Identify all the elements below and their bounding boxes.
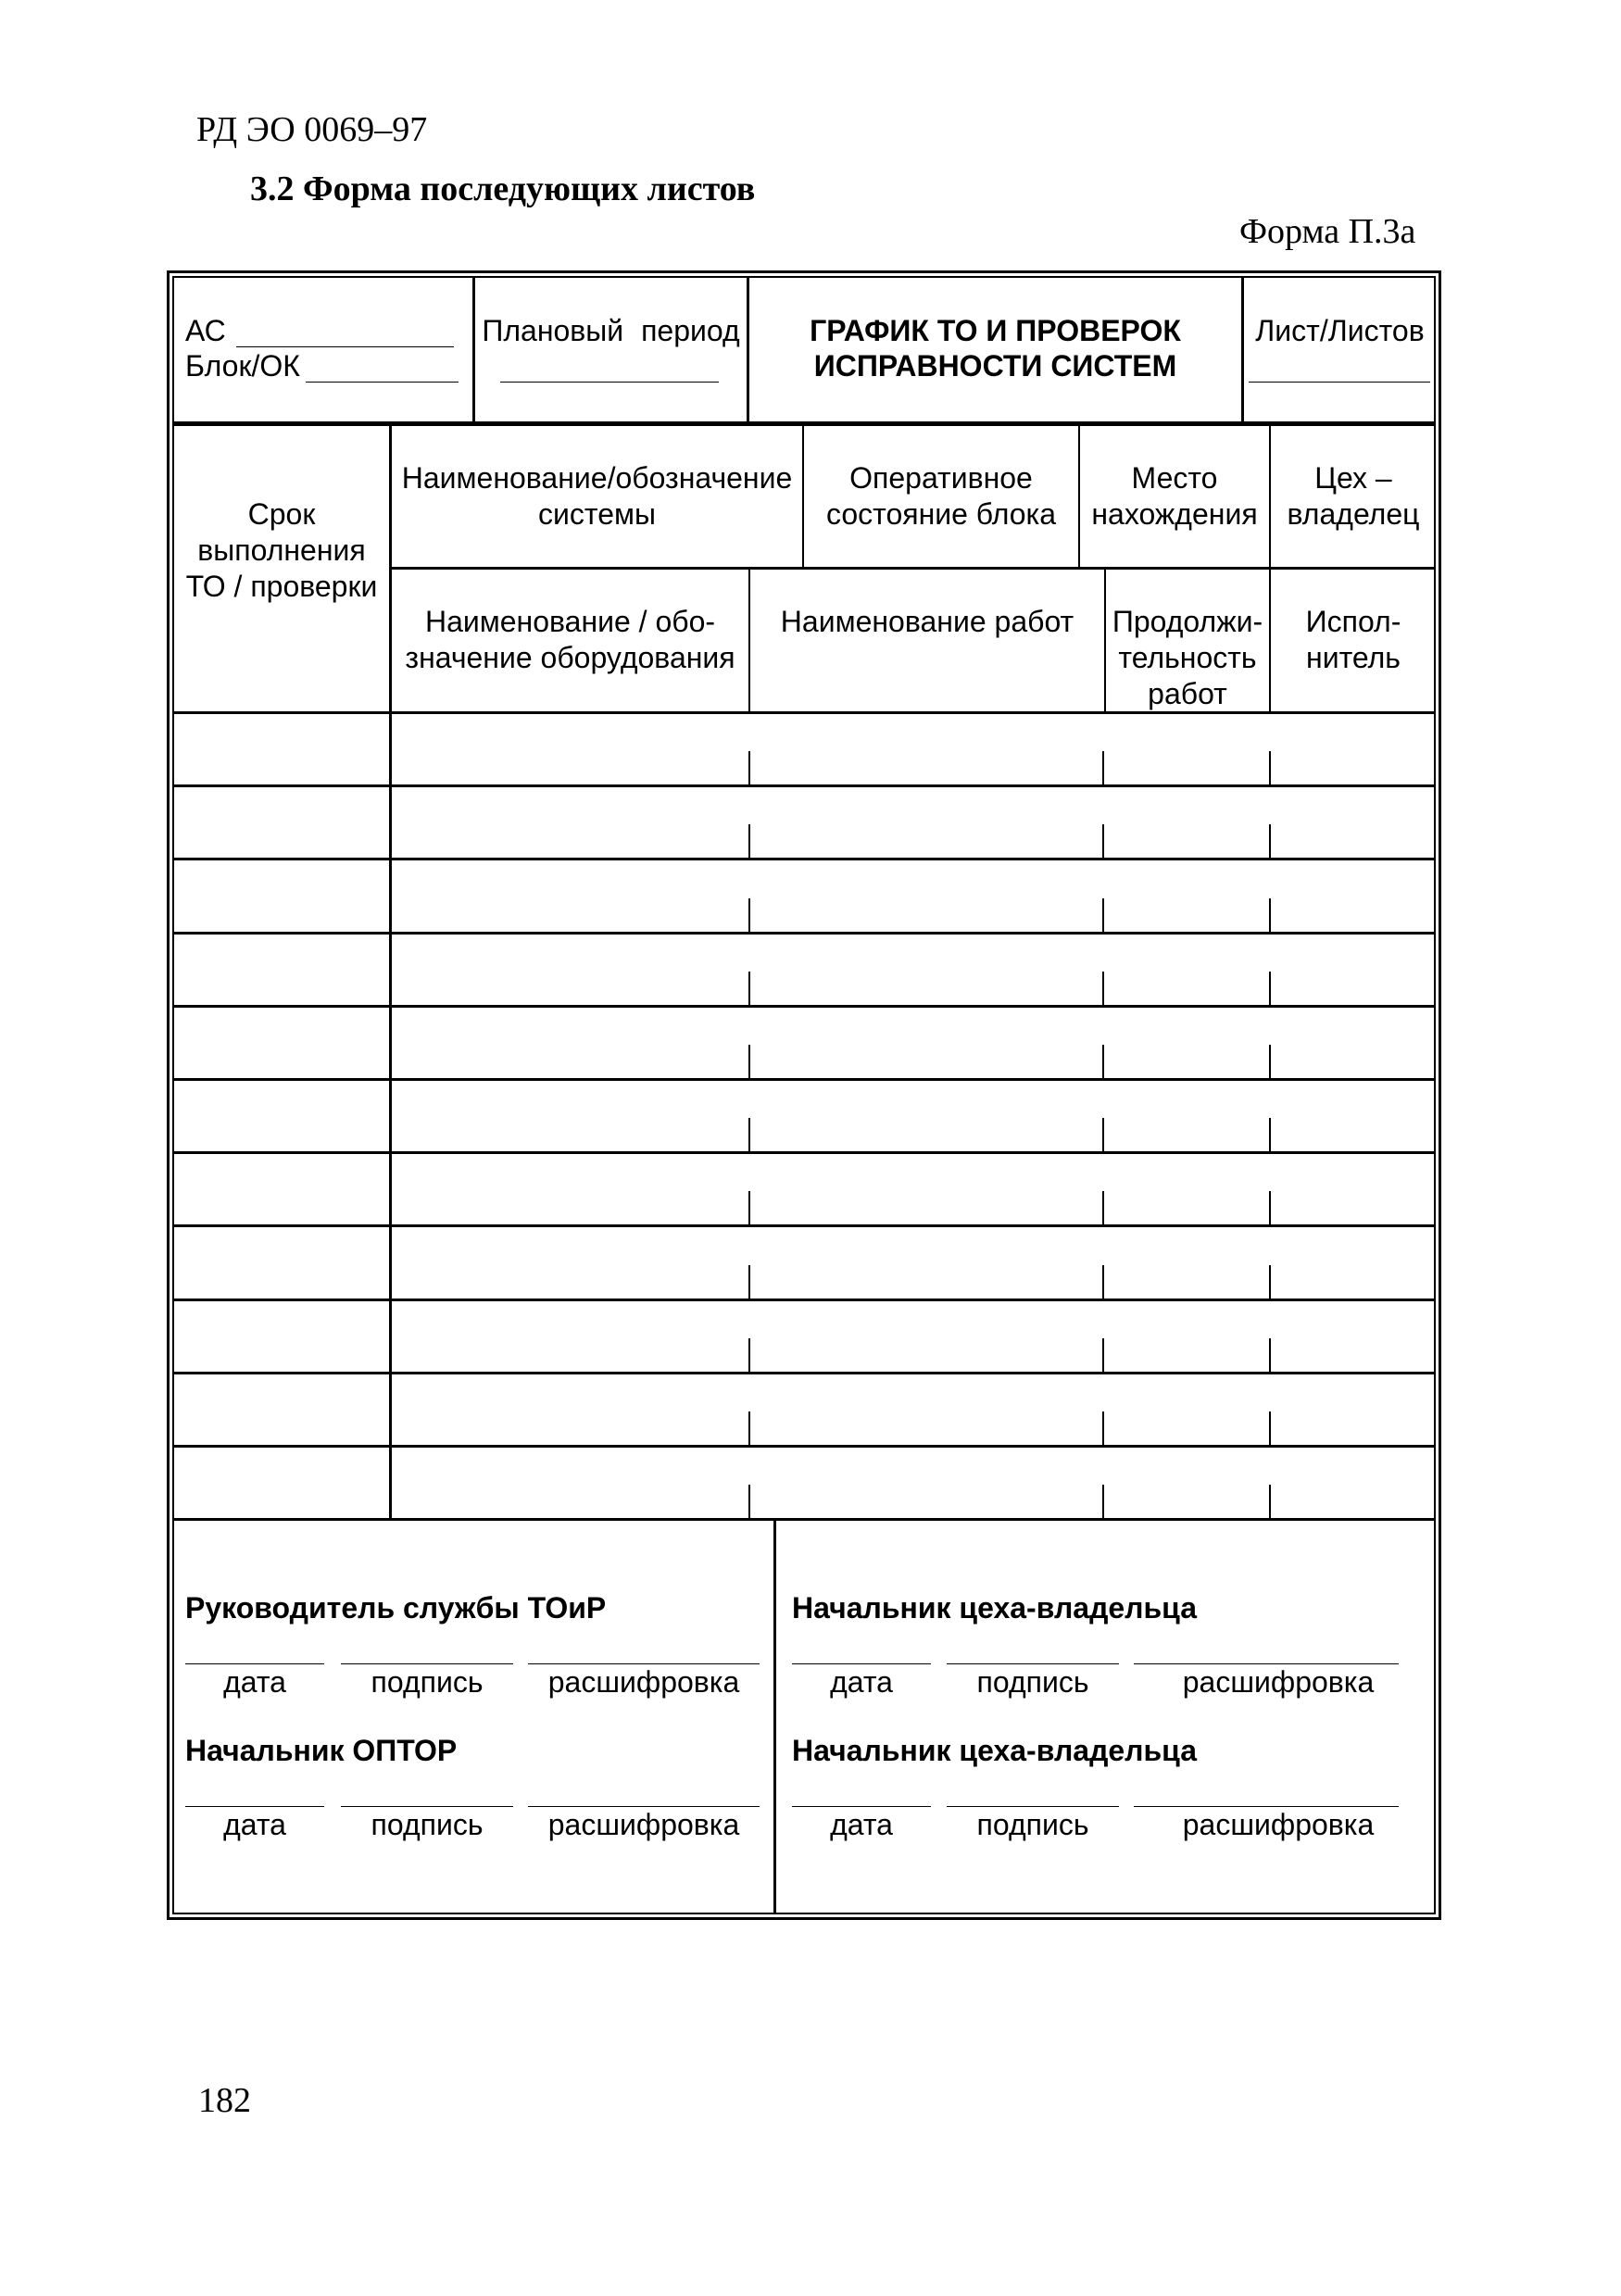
period-field-line[interactable]	[500, 382, 719, 383]
date-line-left-2[interactable]	[185, 1806, 324, 1807]
date-label: дата	[223, 1808, 286, 1841]
duration-header-3: работ	[1148, 677, 1227, 710]
row-divider	[1269, 1265, 1271, 1299]
sheet-label: Лист/Листов	[1255, 314, 1425, 347]
document-code: РД ЭО 0069–97	[196, 110, 428, 149]
row-divider	[748, 1118, 750, 1151]
duration-header-1: Продолжи-	[1112, 605, 1263, 638]
row-divider	[748, 1411, 750, 1445]
equipment-header-1: Наименование / обо-	[424, 605, 716, 638]
signature-left-title-1: Руководитель службы ТОиР	[185, 1591, 607, 1625]
location-header-1: Место	[1131, 461, 1218, 495]
row-divider	[1269, 1118, 1271, 1151]
signature-right-title-1: Начальник цеха-владельца	[792, 1591, 1198, 1625]
signature-label: подпись	[371, 1665, 484, 1699]
row-divider	[1269, 751, 1271, 784]
row-divider	[1102, 1191, 1104, 1224]
date-line-left-1[interactable]	[185, 1663, 324, 1664]
decoding-line-left-1[interactable]	[528, 1663, 760, 1664]
row-divider	[748, 1045, 750, 1078]
signature-label: подпись	[976, 1665, 1089, 1699]
date-label: дата	[223, 1665, 286, 1699]
date-label: дата	[830, 1665, 893, 1699]
row-divider	[1269, 1338, 1271, 1372]
system-header-2: системы	[538, 497, 656, 531]
date-label: дата	[830, 1808, 893, 1841]
deadline-header-1: Срок	[247, 497, 316, 531]
signature-line-left-1[interactable]	[341, 1663, 513, 1664]
decoding-label: расшифровка	[1182, 1808, 1375, 1841]
row-divider	[1269, 1411, 1271, 1445]
signature-line-right-1[interactable]	[947, 1663, 1119, 1664]
decoding-line-right-1[interactable]	[1134, 1663, 1399, 1664]
deadline-header-3: ТО / проверки	[185, 570, 378, 603]
row-divider	[748, 972, 750, 1005]
row-divider	[1269, 1045, 1271, 1078]
row-divider	[748, 751, 750, 784]
owner-header-2: владелец	[1287, 497, 1420, 531]
equipment-header-2: значение оборудования	[405, 641, 735, 674]
row-divider	[1269, 1191, 1271, 1224]
row-divider	[1102, 1118, 1104, 1151]
duration-header-2: тельность	[1118, 641, 1257, 674]
row-divider	[748, 824, 750, 858]
works-header: Наименование работ	[780, 605, 1074, 638]
location-header-2: нахождения	[1091, 497, 1258, 531]
signature-label: подпись	[976, 1808, 1089, 1841]
date-line-right-2[interactable]	[792, 1806, 931, 1807]
row-divider	[1269, 972, 1271, 1005]
deadline-header-2: выполнения	[197, 533, 366, 567]
form-label: Форма П.3а	[1239, 212, 1416, 251]
date-line-right-1[interactable]	[792, 1663, 931, 1664]
schedule-title-line-2: ИСПРАВНОСТИ СИСТЕМ	[813, 349, 1177, 383]
row-divider	[1269, 898, 1271, 932]
row-divider	[748, 1338, 750, 1372]
state-header-2: состояние блока	[825, 497, 1057, 531]
row-divider	[1102, 751, 1104, 784]
period-label: Плановый период	[482, 314, 740, 347]
signature-line-left-2[interactable]	[341, 1806, 513, 1807]
row-divider	[1102, 1045, 1104, 1078]
row-divider	[1102, 1265, 1104, 1299]
row-divider	[1102, 824, 1104, 858]
section-title: 3.2 Форма последующих листов	[250, 169, 756, 208]
as-field-line[interactable]	[236, 346, 454, 347]
schedule-title-line-1: ГРАФИК ТО И ПРОВЕРОК	[810, 314, 1181, 347]
decoding-label: расшифровка	[1182, 1665, 1375, 1699]
row-divider	[748, 1485, 750, 1518]
row-divider	[1102, 972, 1104, 1005]
decoding-label: расшифровка	[547, 1808, 740, 1841]
row-divider	[1269, 824, 1271, 858]
decoding-line-right-2[interactable]	[1134, 1806, 1399, 1807]
row-divider	[748, 1191, 750, 1224]
executor-header-2: нитель	[1306, 641, 1401, 674]
signature-label: подпись	[371, 1808, 484, 1841]
signature-left-title-2: Начальник ОПТОР	[185, 1734, 458, 1767]
block-field-line[interactable]	[306, 382, 459, 383]
as-label: АС	[185, 314, 226, 347]
executor-header-1: Испол-	[1305, 605, 1401, 638]
row-divider	[1102, 898, 1104, 932]
state-header-1: Оперативное	[849, 461, 1033, 495]
row-divider	[1269, 1485, 1271, 1518]
page-number: 182	[198, 2081, 251, 2120]
row-divider	[1102, 1338, 1104, 1372]
sheet-field-line[interactable]	[1249, 382, 1430, 383]
row-divider	[1102, 1485, 1104, 1518]
signature-line-right-2[interactable]	[947, 1806, 1119, 1807]
block-label: Блок/ОК	[185, 349, 300, 383]
row-divider	[1102, 1411, 1104, 1445]
row-divider	[748, 1265, 750, 1299]
signature-right-title-2: Начальник цеха-владельца	[792, 1734, 1198, 1767]
decoding-label: расшифровка	[547, 1665, 740, 1699]
row-divider	[748, 898, 750, 932]
owner-header-1: Цех –	[1314, 461, 1392, 495]
decoding-line-left-2[interactable]	[528, 1806, 760, 1807]
system-header-1: Наименование/обозначение	[401, 461, 793, 495]
